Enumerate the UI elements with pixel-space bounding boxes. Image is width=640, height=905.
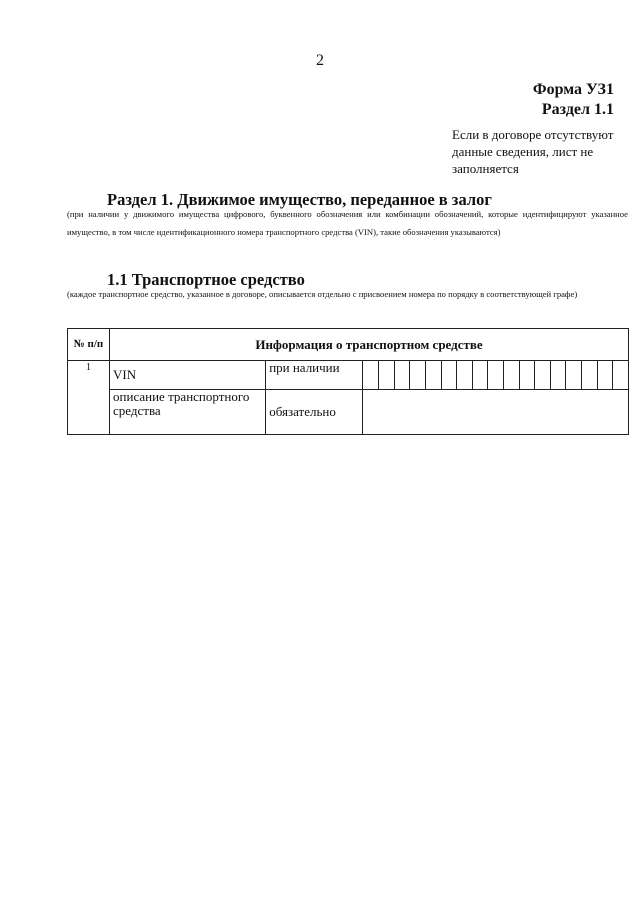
section-description: (при наличии у движимого имущества цифрового, буквенного обозначения или комбинации обозначений, которые идентифицируют указанное имущество, в том числе идентификационного номера транспортного средства (VIN), такие обозначения указываются)	[67, 209, 628, 237]
vin-character-cell[interactable]	[535, 361, 551, 390]
form-title: Форма УЗ1	[532, 81, 614, 98]
vin-character-cell[interactable]	[379, 361, 395, 390]
row-number: 1	[68, 361, 110, 435]
subsection-title: 1.1 Транспортное средство	[107, 270, 305, 289]
vin-character-cell[interactable]	[519, 361, 535, 390]
vin-character-cell[interactable]	[394, 361, 410, 390]
form-header	[533, 80, 614, 120]
vin-character-cell[interactable]	[425, 361, 441, 390]
vin-character-cell[interactable]	[441, 361, 457, 390]
vin-character-cell[interactable]	[410, 361, 426, 390]
form-section: Раздел 1.1	[541, 101, 614, 118]
vin-character-cell[interactable]	[597, 361, 613, 390]
subsection-description: (каждое транспортное средство, указанное в договоре, описывается отдельно с присвоением номера по порядку в соответствующей графе)	[67, 289, 578, 299]
vin-character-cell[interactable]	[363, 361, 379, 390]
vin-label: VIN	[110, 361, 266, 390]
description-input-field[interactable]	[363, 390, 629, 435]
vin-character-cell[interactable]	[472, 361, 488, 390]
vin-character-cell[interactable]	[503, 361, 519, 390]
header-info: Информация о транспортном средстве	[110, 329, 629, 361]
form-note: Если в договоре отсутствуют данные сведения, лист не заполняется	[452, 127, 614, 176]
vehicle-table	[67, 328, 629, 435]
description-requirement: обязательно	[266, 390, 363, 435]
vin-character-cell[interactable]	[613, 361, 629, 390]
vin-character-cell[interactable]	[488, 361, 504, 390]
description-label: описание транспортного средства	[110, 390, 266, 435]
vin-character-cell[interactable]	[582, 361, 598, 390]
vin-requirement: при наличии	[266, 361, 363, 390]
page-number: 2	[316, 52, 324, 69]
vin-character-cell[interactable]	[566, 361, 582, 390]
vin-character-cell[interactable]	[457, 361, 473, 390]
section-title: Раздел 1. Движимое имущество, переданное в залог	[107, 190, 492, 209]
header-number: № п/п	[68, 329, 110, 361]
vin-character-cell[interactable]	[550, 361, 566, 390]
